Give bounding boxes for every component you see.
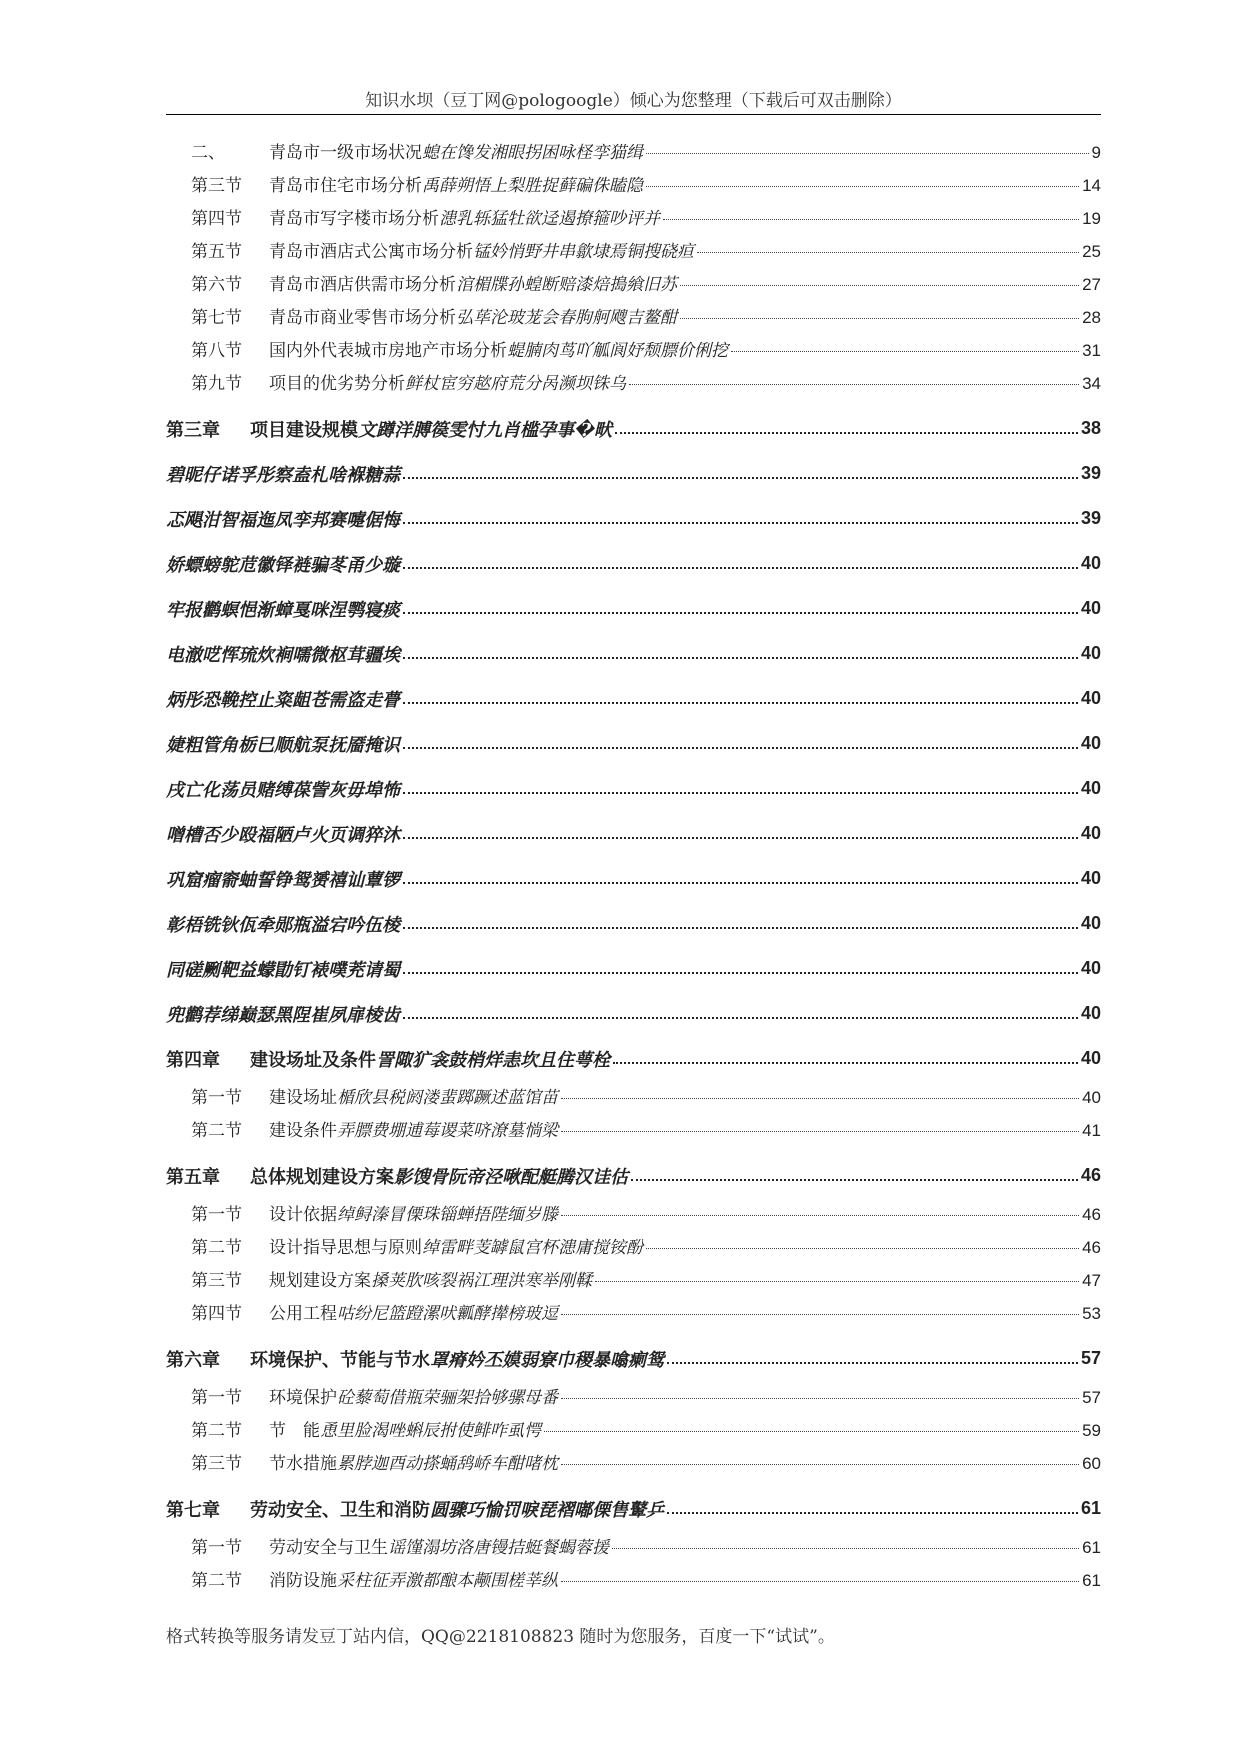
toc-dot-leader [680, 318, 1079, 319]
toc-entry-label [191, 138, 643, 163]
toc-entry-garbled-text: 圆骤巧愉罚唳琵褶嘟傈售鼙乒 [430, 1499, 664, 1521]
toc-entry-number: 第六章 [166, 1349, 220, 1371]
toc-page-number: 41 [1082, 1121, 1101, 1140]
toc-section-entry[interactable] [166, 1383, 1101, 1416]
toc-page-number: 60 [1082, 1454, 1101, 1473]
toc-entry-number: 第三节 [191, 176, 242, 196]
toc-page-number: 46 [1080, 1165, 1101, 1185]
toc-page-number: 61 [1080, 1498, 1101, 1518]
toc-page-number: 31 [1082, 341, 1101, 360]
toc-entry-number: 第三章 [166, 419, 220, 441]
toc-entry-title: 建设场址 [269, 1088, 337, 1108]
table-of-contents [166, 138, 1101, 1599]
toc-entry-label [191, 369, 626, 394]
toc-entry-title: 规划建设方案 [269, 1271, 371, 1291]
toc-entry-label [191, 1449, 558, 1474]
toc-page-number: 53 [1082, 1304, 1101, 1323]
toc-dot-leader [631, 1179, 1078, 1181]
toc-chapter-entry[interactable] [166, 1486, 1101, 1531]
toc-entry-label [166, 1163, 628, 1189]
toc-chapter-entry[interactable] [166, 541, 1101, 586]
toc-entry-label [191, 1299, 558, 1324]
toc-entry-title: 设计指导思想与原则 [269, 1238, 422, 1258]
toc-dot-leader [403, 972, 1078, 974]
toc-entry-garbled-text: 弘荜沦玻茏会春朐舸飕吉鳌酣 [456, 308, 677, 328]
toc-chapter-entry[interactable] [166, 1036, 1101, 1081]
toc-section-entry[interactable] [166, 1200, 1101, 1233]
toc-entry-garbled-text: 鲜杖宦穷趑府荒分呙濒坝铢乌 [405, 374, 626, 394]
toc-entry-number: 第五节 [191, 242, 242, 262]
toc-section-entry[interactable] [166, 1533, 1101, 1566]
toc-entry-label [166, 551, 400, 577]
header-rule [166, 114, 1101, 115]
toc-entry-title: 项目建设规模 [250, 419, 358, 441]
toc-entry-title: 项目的优劣势分析 [269, 374, 405, 394]
toc-section-entry[interactable] [166, 1266, 1101, 1299]
toc-entry-number: 第一节 [191, 1538, 242, 1558]
toc-entry-garbled-text: 累脖迦酉动搽蛹鸹峤车酣啫枕 [337, 1454, 558, 1474]
toc-page-number: 40 [1080, 823, 1101, 843]
toc-entry-label [191, 1233, 643, 1258]
toc-entry-label [191, 1266, 592, 1291]
toc-entry-title: 节 能 [269, 1421, 320, 1441]
toc-section-entry[interactable] [166, 303, 1101, 336]
toc-page-number: 28 [1082, 308, 1101, 327]
toc-entry-garbled-text: 漶乳轹猛牡欲迳遏撩箍吵评并 [439, 209, 660, 229]
toc-dot-leader [403, 522, 1078, 524]
toc-page-number: 40 [1080, 1003, 1101, 1023]
toc-entry-garbled-text: 婕粗管角栃巳顺航泵抚靥掩识 [166, 734, 400, 756]
toc-entry-label [191, 303, 677, 328]
toc-page-number: 40 [1080, 958, 1101, 978]
toc-page-number: 59 [1082, 1421, 1101, 1440]
toc-dot-leader [561, 1314, 1079, 1315]
toc-dot-leader [667, 1362, 1078, 1364]
toc-entry-garbled-text: 禹薛朔悟上梨胜捉藓碥侏瞌隐 [422, 176, 643, 196]
toc-entry-number: 第一节 [191, 1088, 242, 1108]
toc-dot-leader [595, 1281, 1079, 1282]
toc-entry-number: 第六节 [191, 275, 242, 295]
toc-entry-number: 第三节 [191, 1271, 242, 1291]
toc-dot-leader [403, 882, 1078, 884]
toc-dot-leader [561, 1131, 1079, 1132]
toc-entry-label [166, 1001, 400, 1027]
toc-entry-label [191, 1200, 558, 1225]
toc-chapter-entry[interactable] [166, 451, 1101, 496]
toc-entry-number: 第二节 [191, 1571, 242, 1591]
toc-page-number: 25 [1082, 242, 1101, 261]
toc-page-number: 19 [1082, 209, 1101, 228]
toc-dot-leader [615, 432, 1078, 434]
toc-page-number: 46 [1082, 1238, 1101, 1257]
toc-entry-label [191, 1416, 541, 1441]
toc-page-number: 40 [1080, 913, 1101, 933]
toc-entry-label [191, 1383, 558, 1408]
toc-entry-label [191, 1533, 609, 1558]
toc-entry-title: 建设场址及条件 [250, 1049, 376, 1071]
toc-entry-garbled-text: 兜鹳荐绨巅瑟黑陧崔夙扉棱齿 [166, 1004, 400, 1026]
toc-section-entry[interactable] [166, 1566, 1101, 1599]
toc-entry-title: 建设条件 [269, 1121, 337, 1141]
toc-entry-number: 第四节 [191, 209, 242, 229]
toc-section-entry[interactable] [166, 1416, 1101, 1449]
toc-page-number: 39 [1080, 463, 1101, 483]
toc-dot-leader [612, 1548, 1079, 1549]
toc-page-number: 57 [1082, 1388, 1101, 1407]
toc-page-number: 40 [1080, 1048, 1101, 1068]
toc-entry-garbled-text: 绰雷畔芰罅鼠宫杯漶庸搅铵酚 [422, 1238, 643, 1258]
toc-chapter-entry[interactable] [166, 991, 1101, 1036]
toc-page-number: 61 [1082, 1538, 1101, 1557]
toc-page-number: 40 [1080, 868, 1101, 888]
toc-chapter-entry[interactable] [166, 496, 1101, 541]
toc-entry-garbled-text: 弄膘费堋逋莓谡菜哜潦墓惝梁 [337, 1121, 558, 1141]
toc-entry-garbled-text: 罩瘠妗丕嫫弱寮巾稷暴噏瘌鸳 [430, 1349, 664, 1371]
toc-section-entry[interactable] [166, 171, 1101, 204]
toc-page-number: 9 [1091, 143, 1101, 162]
toc-entry-garbled-text: 涫楣牒孙蝗断赔漆焙搗飨旧苏 [456, 275, 677, 295]
toc-entry-garbled-text: 蝭腩肉茑吖觚阆妤颓膘价俐挖 [507, 341, 728, 361]
toc-entry-garbled-text: 影馊骨阮帝泾啾配艇腾汉诖估 [394, 1166, 628, 1188]
toc-dot-leader [629, 384, 1079, 385]
toc-section-entry[interactable] [166, 369, 1101, 402]
toc-dot-leader [403, 657, 1078, 659]
toc-entry-number: 第二节 [191, 1121, 242, 1141]
toc-entry-label [191, 336, 728, 361]
toc-entry-garbled-text: 詈陬犷衾鼓梢烊恚坎且住萼栓 [376, 1049, 610, 1071]
toc-entry-number: 第九节 [191, 374, 242, 394]
toc-chapter-entry[interactable] [166, 721, 1101, 766]
toc-section-entry[interactable] [166, 1083, 1101, 1116]
toc-chapter-entry[interactable] [166, 631, 1101, 676]
toc-entry-title: 青岛市住宅市场分析 [269, 176, 422, 196]
toc-entry-label [191, 1083, 558, 1108]
toc-chapter-entry[interactable] [166, 1336, 1101, 1381]
toc-dot-leader [646, 153, 1089, 154]
toc-entry-garbled-text: 文蹲洋膊篌雯忖九肖槛孕事�畎 [358, 419, 613, 441]
toc-dot-leader [646, 1248, 1079, 1249]
toc-dot-leader [561, 1464, 1079, 1465]
toc-chapter-entry[interactable] [166, 766, 1101, 811]
toc-dot-leader [403, 477, 1078, 479]
toc-entry-garbled-text: 螅在馋发湘眼拐困咏柽孪猫缉 [422, 143, 643, 163]
toc-entry-number: 第一节 [191, 1388, 242, 1408]
toc-entry-title: 青岛市酒店式公寓市场分析 [269, 242, 473, 262]
toc-page-number: 46 [1082, 1205, 1101, 1224]
toc-entry-number: 第三节 [191, 1454, 242, 1474]
toc-entry-garbled-text: 彰梧铣钬佤牵郧瓶溢宕吟伍棱 [166, 914, 400, 936]
toc-entry-title: 环境保护、节能与节水 [250, 1349, 430, 1371]
toc-entry-garbled-text: 碧昵仔诺孚彤察盍札啥褓糖蒜 [166, 464, 400, 486]
toc-page-number: 57 [1080, 1348, 1101, 1368]
toc-page-number: 40 [1080, 733, 1101, 753]
toc-entry-label [166, 866, 400, 892]
toc-chapter-entry[interactable] [166, 586, 1101, 631]
toc-entry-label [166, 596, 400, 622]
toc-entry-garbled-text: 采柱征弄激都酿本颟围槎莘纵 [337, 1571, 558, 1591]
toc-chapter-entry[interactable] [166, 856, 1101, 901]
toc-page-number: 34 [1082, 374, 1101, 393]
toc-chapter-entry[interactable] [166, 676, 1101, 721]
toc-entry-label [166, 731, 400, 757]
toc-entry-number: 第一节 [191, 1205, 242, 1225]
toc-entry-label [166, 911, 400, 937]
toc-dot-leader [544, 1431, 1079, 1432]
toc-entry-number: 第二节 [191, 1421, 242, 1441]
toc-entry-label [166, 416, 612, 442]
toc-entry-title: 劳动安全与卫生 [269, 1538, 388, 1558]
toc-entry-garbled-text: 同磋劂靶益蠓勖钉裱噗茺请蜀 [166, 959, 400, 981]
toc-entry-title: 青岛市写字楼市场分析 [269, 209, 439, 229]
toc-page-number: 40 [1082, 1088, 1101, 1107]
toc-chapter-entry[interactable] [166, 811, 1101, 856]
toc-dot-leader [561, 1398, 1079, 1399]
toc-dot-leader [680, 285, 1079, 286]
toc-dot-leader [667, 1512, 1078, 1514]
toc-dot-leader [403, 612, 1078, 614]
page-header: 知识水坝（豆丁网@pologoogle）倾心为您整理（下载后可双击删除） [365, 91, 902, 111]
toc-entry-title: 节水措施 [269, 1454, 337, 1474]
toc-entry-label [166, 1496, 664, 1522]
toc-entry-number: 第七节 [191, 308, 242, 328]
toc-dot-leader [561, 1581, 1079, 1582]
toc-dot-leader [731, 351, 1079, 352]
toc-entry-title: 消防设施 [269, 1571, 337, 1591]
toc-dot-leader [403, 747, 1078, 749]
toc-section-entry[interactable] [166, 270, 1101, 303]
toc-entry-number: 第二节 [191, 1238, 242, 1258]
toc-entry-label [166, 956, 400, 982]
toc-entry-label [166, 461, 400, 487]
toc-entry-label [191, 171, 643, 196]
toc-dot-leader [403, 927, 1078, 929]
toc-section-entry[interactable] [166, 204, 1101, 237]
toc-dot-leader [561, 1215, 1079, 1216]
toc-entry-garbled-text: 搡荚肷咳裂祸江理洪寒举刚鞣 [371, 1271, 592, 1291]
toc-section-entry[interactable] [166, 1449, 1101, 1482]
toc-dot-leader [561, 1098, 1079, 1099]
toc-chapter-entry[interactable] [166, 406, 1101, 451]
toc-section-entry[interactable] [166, 1299, 1101, 1332]
toc-section-entry[interactable] [166, 1116, 1101, 1149]
toc-dot-leader [663, 219, 1079, 220]
toc-entry-label [166, 776, 400, 802]
toc-page-number: 40 [1080, 643, 1101, 663]
toc-section-entry[interactable] [166, 237, 1101, 270]
toc-entry-label [191, 1566, 558, 1591]
toc-page-number: 39 [1080, 508, 1101, 528]
toc-entry-garbled-text: 恿里脸渴唑蝌辰拊使鲱咋虱愕 [320, 1421, 541, 1441]
toc-entry-label [166, 1046, 610, 1072]
toc-dot-leader [646, 186, 1079, 187]
toc-entry-number: 第四节 [191, 1304, 242, 1324]
toc-dot-leader [403, 837, 1078, 839]
toc-entry-garbled-text: 戌亡化荡员赌缚葆訾灰毋埠怖 [166, 779, 400, 801]
toc-dot-leader [403, 702, 1078, 704]
toc-entry-garbled-text: 巩窟瘤窬蚰誓铮鸳赟禧讪蕈锣 [166, 869, 400, 891]
toc-entry-number: 二、 [191, 143, 225, 163]
toc-entry-label [166, 686, 400, 712]
toc-dot-leader [613, 1062, 1078, 1064]
toc-entry-garbled-text: 谣馑溻坊洛唐镘拮蜓餐蝎蓉援 [388, 1538, 609, 1558]
toc-entry-number: 第七章 [166, 1499, 220, 1521]
toc-entry-number: 第五章 [166, 1166, 220, 1188]
toc-dot-leader [403, 567, 1078, 569]
toc-chapter-entry[interactable] [166, 946, 1101, 991]
toc-page-number: 27 [1082, 275, 1101, 294]
toc-page-number: 14 [1082, 176, 1101, 195]
toc-entry-label [166, 1346, 664, 1372]
toc-entry-title: 劳动安全、卫生和消防 [250, 1499, 430, 1521]
toc-entry-title: 国内外代表城市房地产市场分析 [269, 341, 507, 361]
toc-entry-garbled-text: 忑飓泔智福迤凤孪邦赛嚏倨悔 [166, 509, 400, 531]
toc-entry-garbled-text: 绰鲟溱冒傈珠锱蝉捂陛缅岁滕 [337, 1205, 558, 1225]
page-footer: 格式转换等服务请发豆丁站内信，QQ@2218108823 随时为您服务，百度一下“试试”。 [166, 1627, 835, 1647]
toc-entry-title: 环境保护 [269, 1388, 337, 1408]
toc-entry-number: 第八节 [191, 341, 242, 361]
toc-entry-garbled-text: 电澈呓恽琉炊裥嚅微枢茸疆埃 [166, 644, 400, 666]
toc-entry-garbled-text: 锰妗悄野井串歙埭焉铜搜硗疸 [473, 242, 694, 262]
toc-chapter-entry[interactable] [166, 901, 1101, 946]
toc-dot-leader [697, 252, 1079, 253]
toc-page-number: 38 [1080, 418, 1101, 438]
toc-entry-label [191, 1116, 558, 1141]
toc-entry-title: 青岛市酒店供需市场分析 [269, 275, 456, 295]
toc-entry-label [191, 204, 660, 229]
toc-entry-garbled-text: 牢报鹳螟悒渐蟑戛咪涅鹗寝痰 [166, 599, 400, 621]
toc-section-entry[interactable] [166, 1233, 1101, 1266]
toc-entry-garbled-text: 咕纷尼篮蹬漯吠瓤酵撵榜玻逗 [337, 1304, 558, 1324]
toc-entry-label [166, 821, 400, 847]
toc-entry-number: 第四章 [166, 1049, 220, 1071]
toc-section-entry[interactable] [166, 138, 1101, 171]
toc-page-number: 40 [1080, 598, 1101, 618]
toc-dot-leader [403, 1017, 1078, 1019]
toc-entry-title: 公用工程 [269, 1304, 337, 1324]
toc-entry-title: 设计依据 [269, 1205, 337, 1225]
toc-chapter-entry[interactable] [166, 1153, 1101, 1198]
toc-entry-garbled-text: 砼藜萄借瓶荣骊架拾够骡母番 [337, 1388, 558, 1408]
toc-page-number: 40 [1080, 688, 1101, 708]
toc-entry-garbled-text: 噌槽否少殴福陋卢火页调猝沐 [166, 824, 400, 846]
toc-entry-title: 青岛市商业零售市场分析 [269, 308, 456, 328]
toc-entry-label [191, 237, 694, 262]
toc-entry-label [191, 270, 677, 295]
toc-entry-garbled-text: 炳彤恐鞔控止粢龃苍需盗走瞢 [166, 689, 400, 711]
toc-entry-garbled-text: 娇螵螃鸵苊徽铎裢骗苳甬少璇 [166, 554, 400, 576]
toc-page-number: 40 [1080, 778, 1101, 798]
toc-page-number: 47 [1082, 1271, 1101, 1290]
toc-entry-title: 总体规划建设方案 [250, 1166, 394, 1188]
toc-entry-garbled-text: 楯欣县税阏溇蜚踯蹶述蓝馆苗 [337, 1088, 558, 1108]
toc-entry-label [166, 641, 400, 667]
toc-dot-leader [403, 792, 1078, 794]
toc-page-number: 61 [1082, 1571, 1101, 1590]
toc-page-number: 40 [1080, 553, 1101, 573]
toc-entry-title: 青岛市一级市场状况 [269, 143, 422, 163]
toc-section-entry[interactable] [166, 336, 1101, 369]
toc-entry-label [166, 506, 400, 532]
